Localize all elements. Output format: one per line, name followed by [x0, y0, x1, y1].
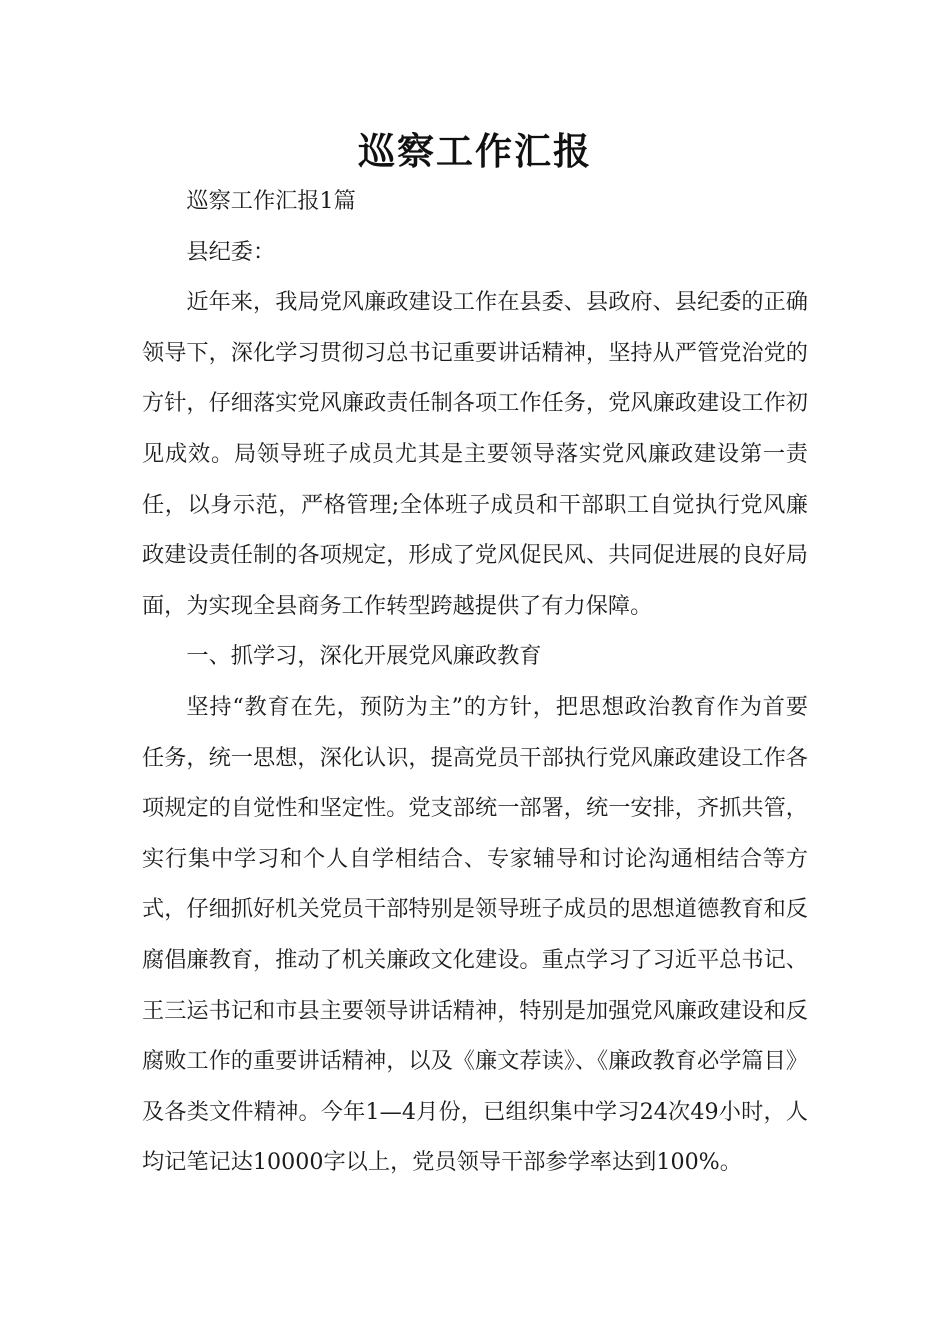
salutation: 县纪委：: [186, 238, 276, 265]
document-subtitle: 巡察工作汇报1篇: [186, 188, 356, 214]
paragraph-intro: 近年来，我局党风廉政建设工作在县委、县政府、县纪委的正确领导下，深化学习贯彻习总书记重要讲话精神，坚持从严管党治党的方针，仔细落实党风廉政责任制各项工作任务，党风廉政建设工作初见成效。局领导班子成员尤其是主要领导落实党风廉政建设第一责任，以身示范，严格管理;全体班子成员和干部职工自觉执行党风廉政建设责任制的各项规定，形成了党风促民风、共同促进展的良好局面，为实现全县商务工作转型跨越提供了有力保障。: [142, 289, 808, 619]
section-heading: 一、抓学习，深化开展党风廉政教育: [186, 643, 542, 670]
document-body: [142, 176, 808, 1188]
document-title: 巡察工作汇报: [358, 130, 592, 173]
paragraph-study: 坚持“教育在先，预防为主”的方针，把思想政治教育作为首要任务，统一思想，深化认识，提高党员干部执行党风廉政建设工作各项规定的自觉性和坚定性。党支部统一部署，统一安排，齐抓共管，实行集中学习和个人自学相结合、专家辅导和讨论沟通相结合等方式，仔细抓好机关党员干部特别是领导班子成员的思想道德教育和反腐倡廉教育，推动了机关廉政文化建设。重点学习了习近平总书记、王三运书记和市县主要领导讲话精神，特别是加强党风廉政建设和反腐败工作的重要讲话精神，以及《廉文荐读》、《廉政教育必学篇目》及各类文件精神。今年1—4月份，已组织集中学习24次49小时，人均记笔记达10000字以上，党员领导干部参学率达到100%。: [142, 693, 808, 1176]
